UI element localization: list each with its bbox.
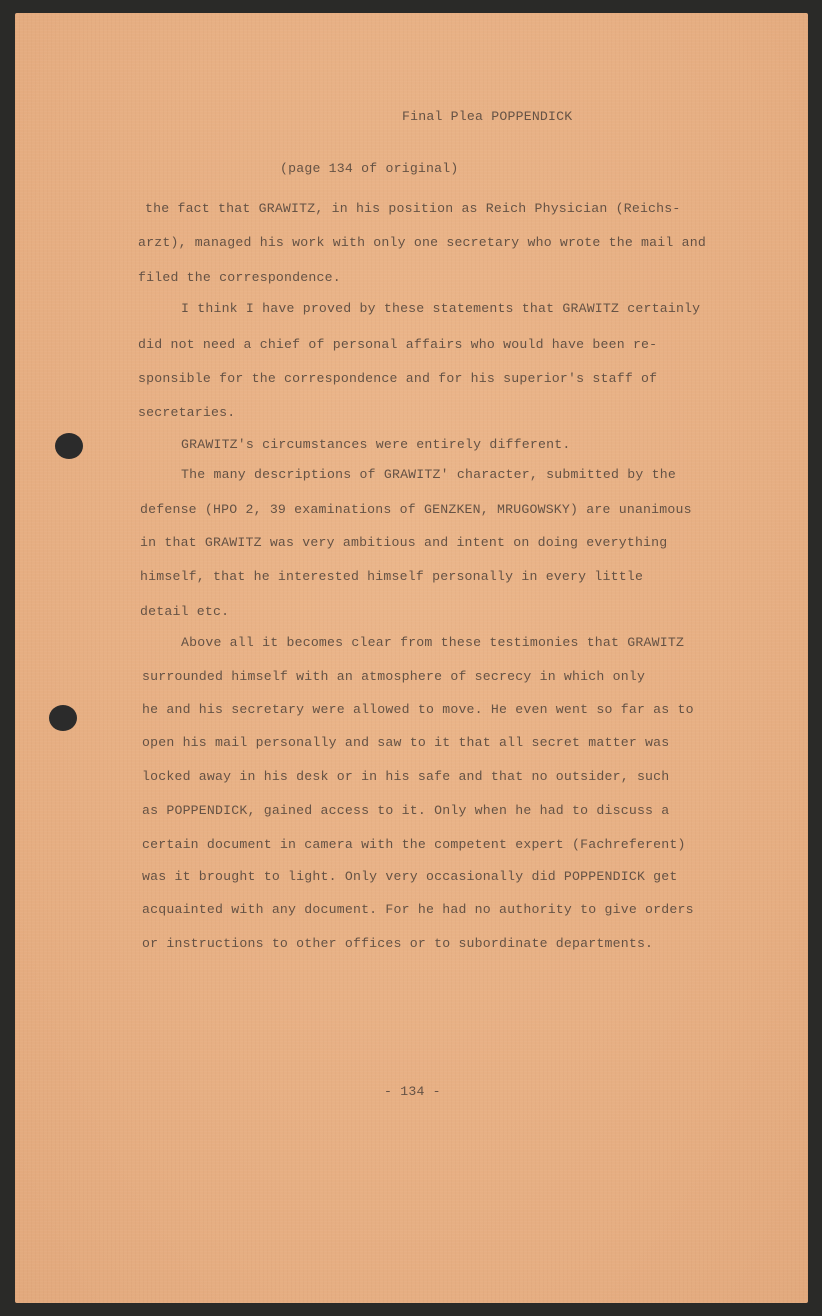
text-line: was it brought to light. Only very occasionally did POPPENDICK get [142,869,678,884]
text-line: secretaries. [138,405,236,420]
text-line: the fact that GRAWITZ, in his position as Reich Physician (Reichs- [145,201,681,216]
text-line: defense (HPO 2, 39 examinations of GENZKEN, MRUGOWSKY) are unanimous [140,502,692,517]
text-line: GRAWITZ's circumstances were entirely different. [181,437,571,452]
text-line: surrounded himself with an atmosphere of secrecy in which only [142,669,646,684]
text-line: The many descriptions of GRAWITZ' character, submitted by the [181,467,676,482]
text-line: detail etc. [140,604,230,619]
text-line: filed the correspondence. [138,270,341,285]
text-line: certain document in camera with the competent expert (Fachreferent) [142,837,686,852]
text-line: or instructions to other offices or to subordinate departments. [142,936,654,951]
text-line: himself, that he interested himself personally in every little [140,569,644,584]
punch-hole [49,705,77,731]
text-line: arzt), managed his work with only one secretary who wrote the mail and [138,235,706,250]
original-page-reference: (page 134 of original) [280,161,459,176]
text-line: as POPPENDICK, gained access to it. Only when he had to discuss a [142,803,670,818]
text-line: open his mail personally and saw to it that all secret matter was [142,735,670,750]
text-line: did not need a chief of personal affairs who would have been re- [138,337,658,352]
document-page [15,13,808,1303]
text-line: acquainted with any document. For he had no authority to give orders [142,902,694,917]
text-line: Above all it becomes clear from these testimonies that GRAWITZ [181,635,685,650]
text-line: locked away in his desk or in his safe and that no outsider, such [142,769,670,784]
punch-hole [55,433,83,459]
page-number: - 134 - [384,1084,441,1099]
text-line: he and his secretary were allowed to move. He even went so far as to [142,702,694,717]
document-header-title: Final Plea POPPENDICK [402,109,573,124]
text-line: I think I have proved by these statements that GRAWITZ certainly [181,301,701,316]
text-line: sponsible for the correspondence and for his superior's staff of [138,371,658,386]
text-line: in that GRAWITZ was very ambitious and intent on doing everything [140,535,668,550]
